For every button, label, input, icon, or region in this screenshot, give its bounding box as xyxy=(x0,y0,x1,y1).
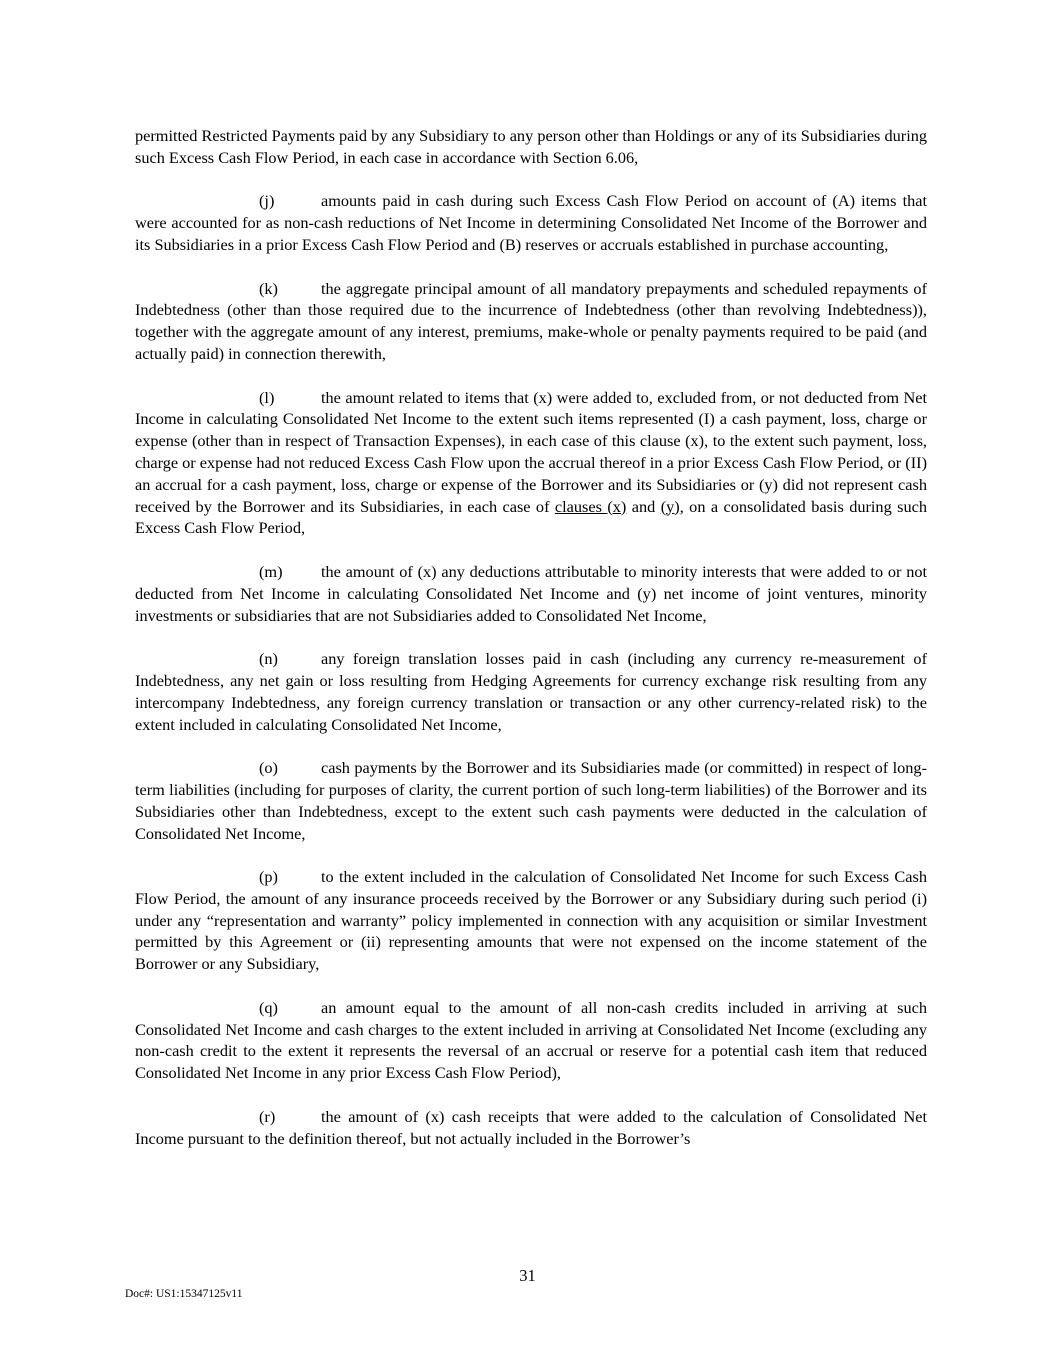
clause-n xyxy=(135,648,927,735)
clause-text: any foreign translation losses paid in cash (including any currency re-measurement of Indebtedness, any net gain or loss resulting from Hedging Agreements for currency exchange risk resulting from any intercompany Indebtedness, any foreign currency translation or transaction or any other currency-related risk) to the extent included in calculating Consolidated Net Income, xyxy=(135,649,927,734)
clause-p xyxy=(135,866,927,975)
clause-label: (r) xyxy=(259,1106,276,1126)
clause-and-text: and xyxy=(631,496,656,516)
clause-label: (l) xyxy=(259,387,275,407)
paragraph-continuation: permitted Restricted Payments paid by any Subsidiary to any person other than Holdings or any of its Subsidiaries during such Excess Cash Flow Period, in each case in accordance with Section 6.06, xyxy=(135,126,927,167)
document-id: Doc#: US1:15347125v11 xyxy=(125,1288,243,1300)
clause-m xyxy=(135,561,927,626)
clause-l xyxy=(135,387,927,540)
clause-text: to the extent included in the calculation of Consolidated Net Income for such Excess Cash Flow Period, the amount of any insurance proceeds received by the Borrower or any Subsidiary during such period (i) under any “representation and warranty” policy implemented in connection with any acquisition or similar Investment permitted by this Agreement or (ii) representing amounts that were not expensed on the income statement of the Borrower or any Subsidiary, xyxy=(135,867,927,974)
clause-label: (j) xyxy=(259,191,275,211)
clause-text: the aggregate principal amount of all mandatory prepayments and scheduled repayments of Indebtedness (other than those required due to the incurrence of Indebtedness (other than revolving Indebtedness)), together with the aggregate amount of any interest, premiums, make-whole or penalty payments required to be paid (and actually paid) in connection therewith, xyxy=(135,278,927,363)
clause-reference-x: clauses (x) xyxy=(554,496,627,516)
clause-label: (m) xyxy=(259,561,283,581)
clause-label: (k) xyxy=(259,278,278,298)
clause-reference-y: (y) xyxy=(660,496,680,516)
clause-o xyxy=(135,757,927,844)
clause-j xyxy=(135,190,927,255)
clause-label: (p) xyxy=(259,867,278,887)
clause-k xyxy=(135,278,927,365)
clause-q xyxy=(135,997,927,1084)
clause-text: the amount of (x) cash receipts that were added to the calculation of Consolidated Net Income pursuant to the definition thereof, but not actually included in the Borrower’s xyxy=(135,1106,927,1148)
page-number: 31 xyxy=(519,1266,536,1285)
clause-text: cash payments by the Borrower and its Subsidiaries made (or committed) in respect of long-term liabilities (including for purposes of clarity, the current portion of such long-term liabilities) of the Borrower and its Subsidiaries other than Indebtedness, except to the extent such cash payments were deducted in the calculation of Consolidated Net Income, xyxy=(135,758,927,843)
clause-text: an amount equal to the amount of all non-cash credits included in arriving at such Consolidated Net Income and cash charges to the extent included in arriving at Consolidated Net Income (excluding any non-cash credit to the extent it represents the reversal of an accrual or reserve for a potential cash item that reduced Consolidated Net Income in any prior Excess Cash Flow Period), xyxy=(135,997,927,1083)
clause-text: the amount related to items that (x) were added to, excluded from, or not deducted from Net Income in calculating Consolidated Net Income to the extent such items represented (I) a cash payment, loss, charge or expense (other than in respect of Transaction Expenses), in each case of this clause (x), to the extent such payment, loss, charge or expense had not reduced Excess Cash Flow upon the accrual thereof in a prior Excess Cash Flow Period, or (II) an accrual for a cash payment, loss, charge or expense of the Borrower and its Subsidiaries or (y) did not represent cash received by the Borrower and its Subsidiaries, in each case of xyxy=(135,387,927,516)
clause-label: (q) xyxy=(259,997,278,1017)
document-page xyxy=(135,125,927,1171)
clause-text-end: , on a consolidated basis during such Excess Cash Flow Period, xyxy=(135,496,927,538)
clause-text: the amount of (x) any deductions attributable to minority interests that were added to or not deducted from Net Income in calculating Consolidated Net Income and (y) net income of joint ventures, minority investments or subsidiaries that are not Subsidiaries added to Consolidated Net Income, xyxy=(135,561,927,625)
clause-r xyxy=(135,1106,927,1150)
clause-label: (o) xyxy=(259,758,278,778)
clause-text: amounts paid in cash during such Excess Cash Flow Period on account of (A) items that were accounted for as non-cash reductions of Net Income in determining Consolidated Net Income of the Borrower and its Subsidiaries in a prior Excess Cash Flow Period and (B) reserves or accruals established in purchase accounting, xyxy=(135,191,927,254)
clause-label: (n) xyxy=(259,649,278,669)
